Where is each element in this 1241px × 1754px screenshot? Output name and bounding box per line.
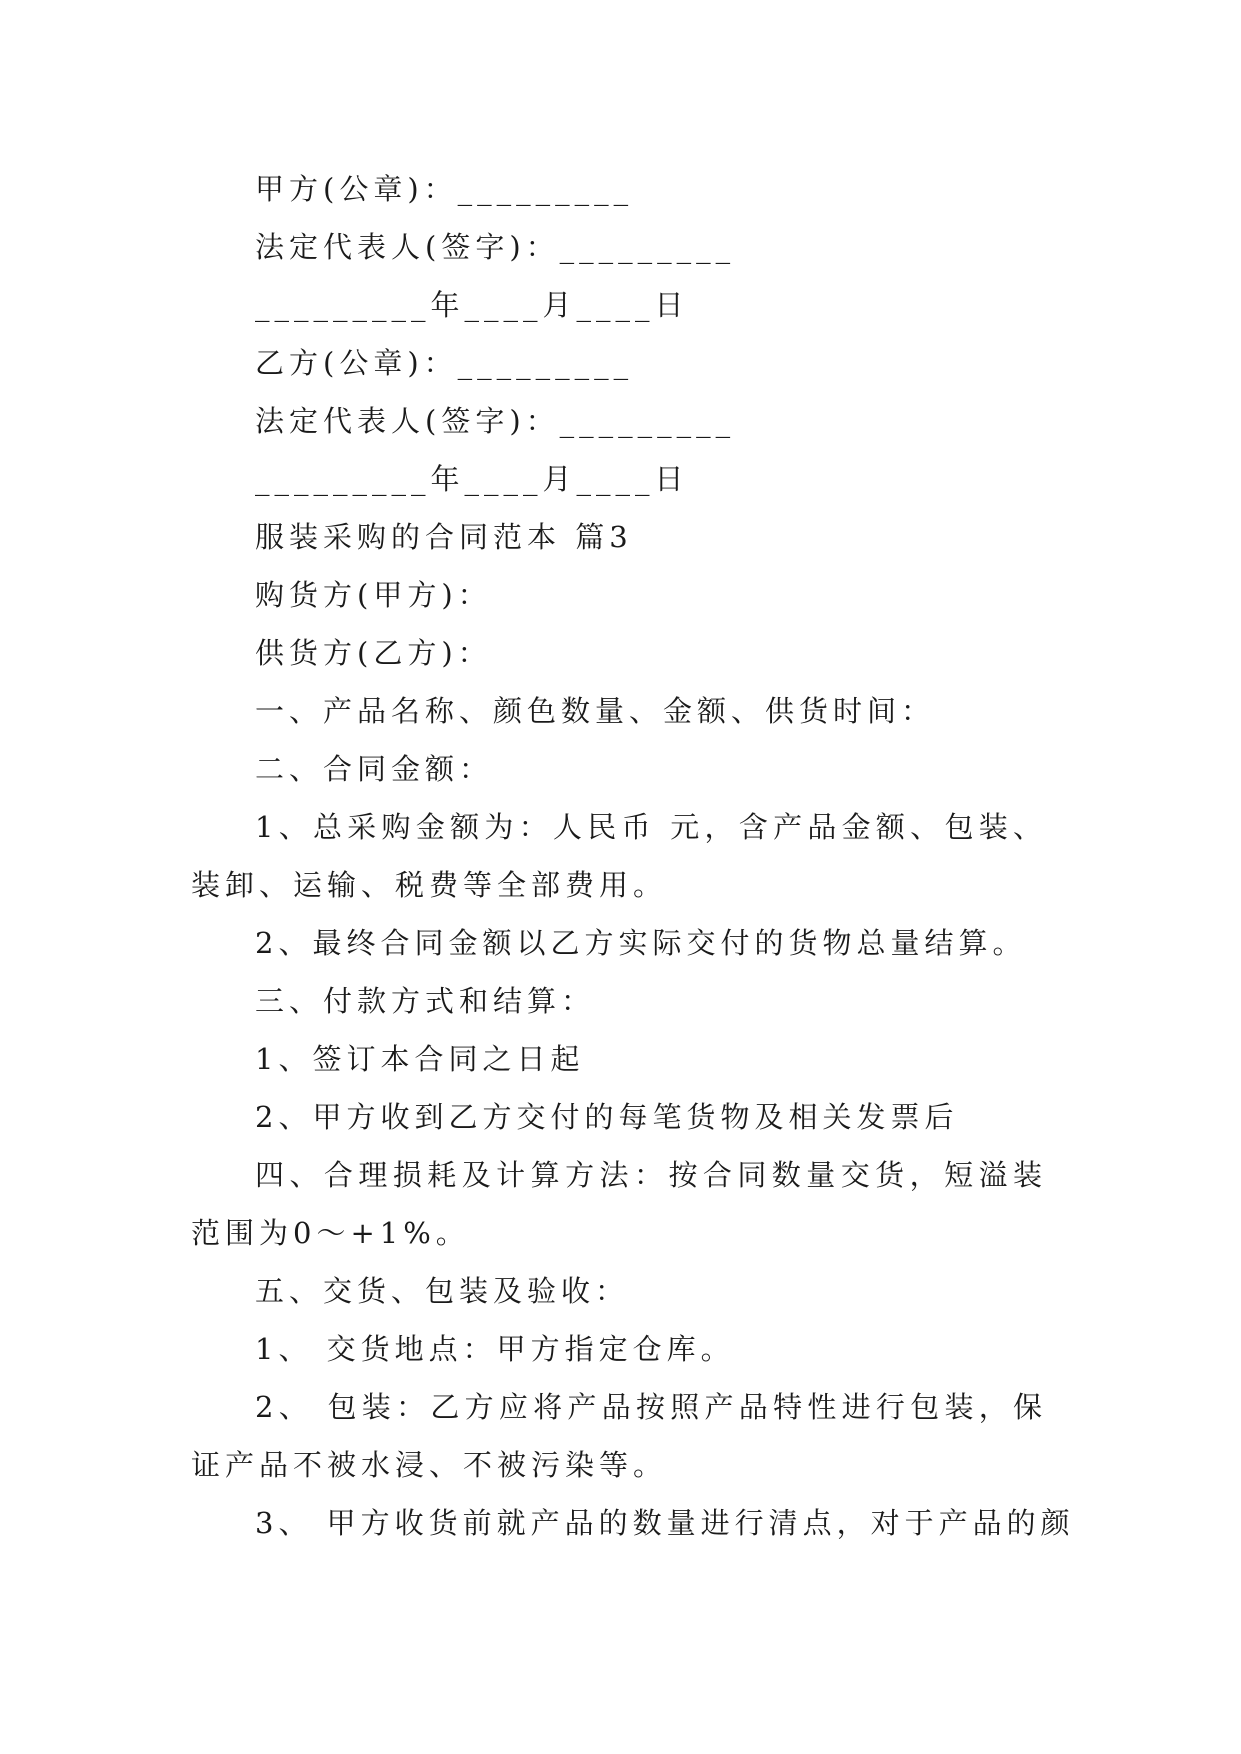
clause-3-item-2: 2、甲方收到乙方交付的每笔货物及相关发票后 <box>255 1100 959 1134</box>
clause-5-heading: 五、交货、包装及验收： <box>255 1274 630 1308</box>
clause-2-item-2: 2、最终合同金额以乙方实际交付的货物总量结算。 <box>255 926 1027 960</box>
party-a-representative-line: 法定代表人(签字)：_________ <box>255 230 736 264</box>
party-b-seal-line: 乙方(公章)：_________ <box>255 346 634 380</box>
party-b-date-line: _________年____月____日 <box>255 462 689 496</box>
document-body <box>191 160 1075 1552</box>
supplier-line: 供货方(乙方)： <box>255 636 492 670</box>
clause-5-item-2: 2、 包装：乙方应将产品按照产品特性进行包装，保证产品不被水浸、不被污染等。 <box>191 1390 1047 1482</box>
clause-2-item-1: 1、总采购金额为：人民币 元，含产品金额、包装、装卸、运输、税费等全部费用。 <box>191 810 1047 902</box>
section-title: 服装采购的合同范本 篇3 <box>255 520 633 554</box>
clause-5-item-1: 1、 交货地点：甲方指定仓库。 <box>255 1332 735 1366</box>
clause-1-heading: 一、产品名称、颜色数量、金额、供货时间： <box>255 694 936 728</box>
party-b-representative-line: 法定代表人(签字)：_________ <box>255 404 736 438</box>
clause-5-item-3: 3、 甲方收货前就产品的数量进行清点，对于产品的颜 <box>255 1506 1075 1540</box>
clause-2-heading: 二、合同金额： <box>255 752 494 786</box>
clause-4-paragraph: 四、合理损耗及计算方法：按合同数量交货，短溢装范围为0～+1%。 <box>191 1158 1047 1250</box>
clause-3-heading: 三、付款方式和结算： <box>255 984 596 1018</box>
party-a-seal-line: 甲方(公章)：_________ <box>255 172 634 206</box>
party-a-date-line: _________年____月____日 <box>255 288 689 322</box>
clause-3-item-1: 1、签订本合同之日起 <box>255 1042 585 1076</box>
buyer-line: 购货方(甲方)： <box>255 578 492 612</box>
